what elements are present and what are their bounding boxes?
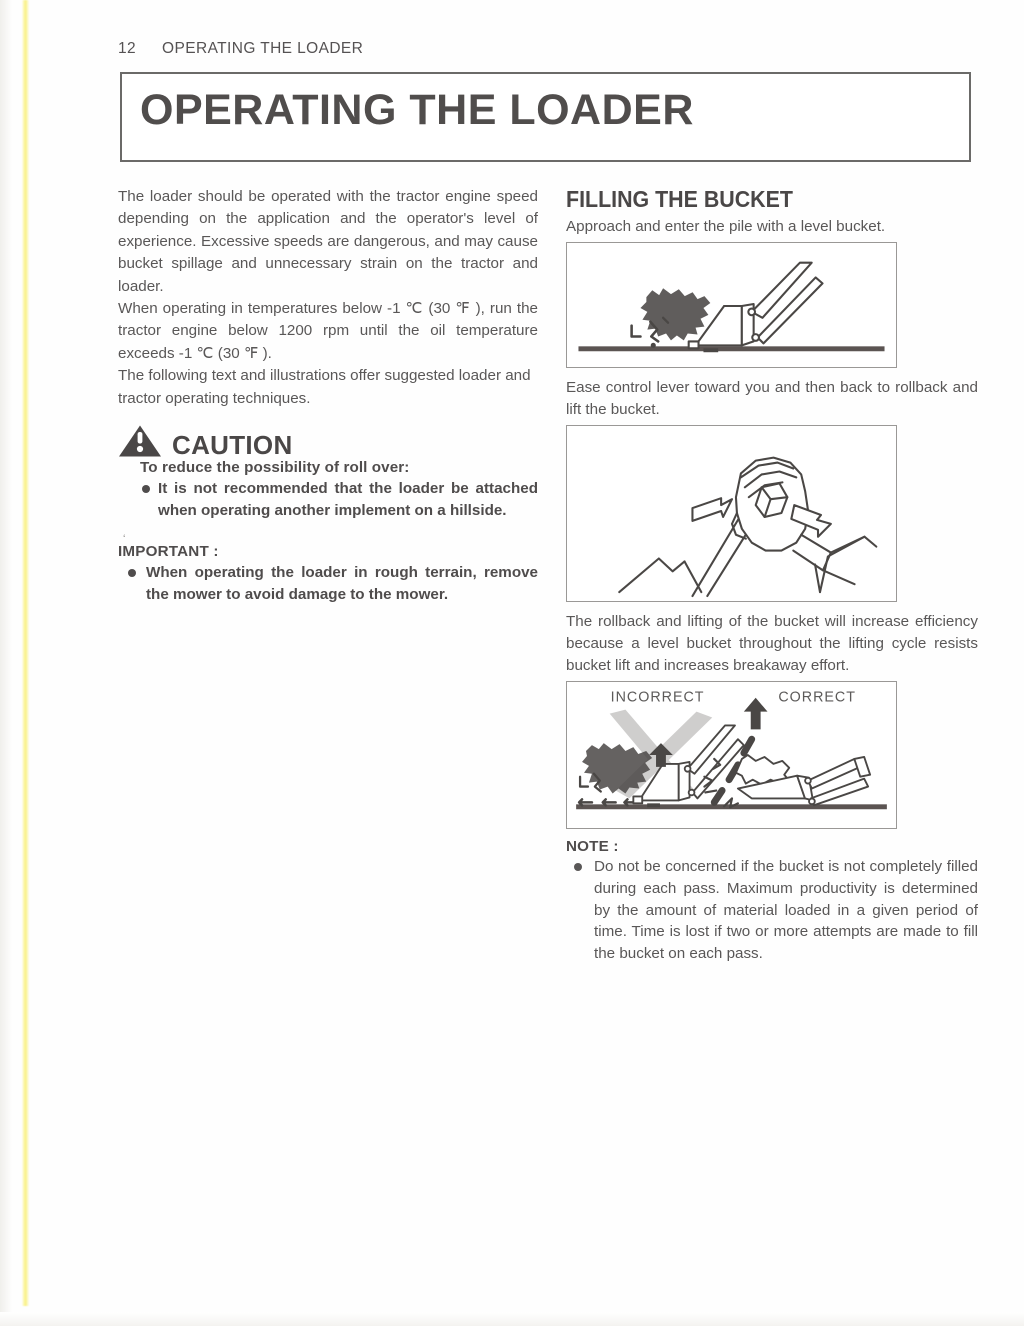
caution-block: [118, 424, 538, 607]
important-heading: IMPORTANT :: [118, 543, 219, 560]
page-edge-shadow: [0, 0, 13, 1326]
chapter-title-box: [120, 72, 971, 162]
intro-paragraph-1: The loader should be operated with the tractor engine speed depending on the application and the operator's level of experience. Excessive speeds are dangerous, and may cause bucket spillage and unnecessary strain on the tractor and loader.: [118, 188, 538, 295]
running-header: [118, 40, 363, 58]
loader-entering-pile-illustration: [567, 243, 896, 367]
incorrect-correct-illustration: [567, 682, 896, 828]
warning-triangle-icon: [118, 424, 162, 458]
running-header-title: OPERATING THE LOADER: [162, 40, 364, 57]
hand-on-control-lever-figure: [566, 425, 897, 602]
page-number: 12: [118, 40, 137, 57]
caution-bullet-list: [118, 478, 538, 521]
highlighter-stripe: [22, 0, 29, 1306]
intro-paragraph-2: When operating in temperatures below -1 ℃ (30 ℉ ), run the tractor engine below 1200 rpm until the oil temperature exceeds -1 ℃ (30 ℉ ).: [118, 300, 538, 362]
caution-subheading: To reduce the possibility of roll over:: [140, 459, 410, 476]
stray-scan-mark: ‘: [123, 533, 126, 545]
note-heading: NOTE :: [566, 838, 619, 855]
figure-2-caption: Ease control lever toward you and then back to rollback and lift the bucket.: [566, 379, 978, 418]
caution-heading-row: [118, 424, 538, 458]
caution-label: CAUTION: [172, 430, 293, 460]
note-bullet-item: Do not be concerned if the bucket is not completely filled during each pass. Maximum productivity is determined by the amount of material loaded in a given period of time. Time is lost if two or more attempts are made to fill the bucket on each pass.: [566, 856, 978, 965]
important-bullet-list: [118, 562, 538, 605]
important-bullet-item: When operating the loader in rough terrain, remove the mower to avoid damage to the mower.: [118, 562, 538, 605]
left-column: [118, 186, 538, 603]
loader-entering-pile-figure: [566, 242, 897, 368]
figure-1-caption: Approach and enter the pile with a level bucket.: [566, 218, 886, 235]
section-heading-filling-the-bucket: FILLING THE BUCKET: [566, 186, 793, 212]
incorrect-label: INCORRECT: [610, 689, 705, 706]
note-bullet-list: [566, 856, 978, 965]
page-bottom-edge: [0, 1312, 1024, 1326]
chapter-title: OPERATING THE LOADER: [140, 86, 694, 134]
correct-label: CORRECT: [778, 689, 856, 706]
right-column: [566, 186, 978, 967]
incorrect-correct-bucket-figure: [566, 681, 897, 829]
figure-3-caption: The rollback and lifting of the bucket will increase efficiency because a level bucket throughout the lifting cycle resists bucket lift and increases breakaway effort.: [566, 613, 978, 674]
caution-bullet-item: It is not recommended that the loader be attached when operating another implement on a hillside.: [118, 478, 538, 521]
intro-paragraph-3: The following text and illustrations offer suggested loader and tractor operating techniques.: [118, 367, 531, 407]
hand-on-control-lever-illustration: [567, 426, 896, 601]
